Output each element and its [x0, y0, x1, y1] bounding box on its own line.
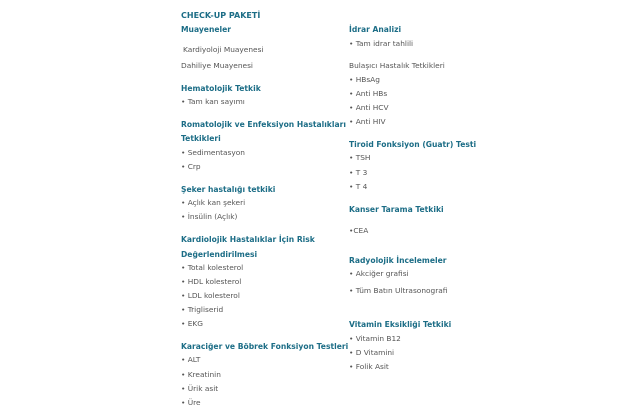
section-title-radyolojik: Radyolojik İncelemeler — [349, 256, 447, 265]
list-item: • Tüm Batın Ultrasonografi — [349, 286, 448, 295]
list-item: • Tam idrar tahlili — [349, 39, 414, 48]
list-item: • T 4 — [349, 182, 368, 191]
section-title-muayeneler: Muayeneler — [181, 25, 232, 34]
list-item: Dahiliye Muayenesi — [181, 61, 253, 70]
section-title-hematolojik: Hematolojik Tetkik — [181, 84, 261, 93]
list-item: • HDL kolesterol — [181, 277, 242, 286]
section-title-tiroid: Tiroid Fonksiyon (Guatr) Testi — [349, 140, 477, 149]
list-item: • Trigliserid — [181, 305, 224, 314]
section-title-romatolojik-line1: Romatolojik ve Enfeksiyon Hastalıkları — [181, 120, 346, 129]
list-item: • Vitamin B12 — [349, 334, 401, 343]
list-item: • Kreatinin — [181, 370, 221, 379]
list-item: • Anti HBs — [349, 89, 388, 98]
list-item: • Açlık kan şekeri — [181, 198, 246, 207]
list-item: • ALT — [181, 355, 201, 364]
section-title-karaciger: Karaciğer ve Böbrek Fonksiyon Testleri — [181, 342, 349, 351]
list-item: • Total kolesterol — [181, 263, 244, 272]
list-item: • LDL kolesterol — [181, 291, 240, 300]
subsection-title-bulasici: Bulaşıcı Hastalık Tetkikleri — [349, 61, 445, 70]
list-item: • İnsülin (Açlık) — [181, 212, 238, 221]
section-title-idrar: İdrar Analizi — [349, 25, 402, 34]
section-title-kanser: Kanser Tarama Tetkiki — [349, 205, 444, 214]
page-title: CHECK-UP PAKETİ — [181, 11, 261, 20]
list-item: • TSH — [349, 153, 371, 162]
list-item: • Akciğer grafisi — [349, 269, 409, 278]
section-title-seker: Şeker hastalığı tetkiki — [181, 185, 276, 194]
list-item: • Ürik asit — [181, 384, 219, 393]
section-title-kardiyolojik-line2: Değerlendirilmesi — [181, 250, 258, 259]
section-title-vitamin: Vitamin Eksikliği Tetkiki — [349, 320, 452, 329]
list-item: • Üre — [181, 398, 201, 407]
section-title-romatolojik-line2: Tetkikleri — [181, 134, 221, 143]
list-item: • EKG — [181, 319, 203, 328]
list-item: •CEA — [349, 226, 369, 235]
list-item: • Anti HCV — [349, 103, 389, 112]
list-item: • HBsAg — [349, 75, 380, 84]
list-item: • T 3 — [349, 168, 368, 177]
list-item: • Anti HIV — [349, 117, 386, 126]
list-item: • Tam kan sayımı — [181, 97, 245, 106]
list-item: • Sedimentasyon — [181, 148, 245, 157]
section-title-kardiyolojik-line1: Kardiolojik Hastalıklar İçin Risk — [181, 235, 315, 244]
list-item: Kardiyoloji Muayenesi — [183, 45, 264, 54]
list-item: • D Vitamini — [349, 348, 395, 357]
list-item: • Crp — [181, 162, 201, 171]
list-item: • Folik Asit — [349, 362, 389, 371]
